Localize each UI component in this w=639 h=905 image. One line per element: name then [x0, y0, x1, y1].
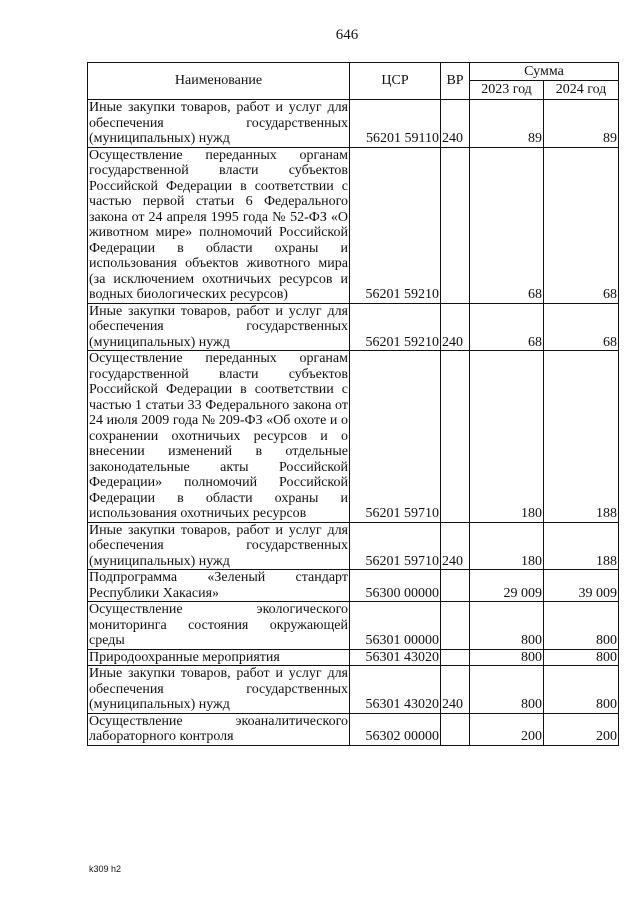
row-vr: 240 [441, 666, 470, 714]
header-vr: ВР [441, 63, 470, 100]
row-vr [441, 713, 470, 745]
row-sum-2024: 800 [544, 602, 619, 650]
row-sum-2023: 68 [470, 303, 544, 351]
row-sum-2023: 29 009 [470, 570, 544, 602]
row-vr [441, 351, 470, 523]
row-vr: 240 [441, 303, 470, 351]
row-sum-2023: 800 [470, 666, 544, 714]
row-sum-2024: 89 [544, 100, 619, 148]
row-name: Осуществление переданных органам государственной власти субъектов Российской Федерации в соответствии с частью 1 статьи 33 Федерального закона от 24 июля 2009 года № 209-ФЗ «Об охоте и о сохранении охотничьих ресурсов и о внесении изменений в отдельные законодательные акты Российской Федерации» полномочий Российской Федерации в области охраны и использования охотничьих ресурсов [89, 351, 348, 521]
row-csr: 56301 00000 [350, 602, 441, 650]
row-sum-2024: 188 [544, 522, 619, 570]
header-year-2023: 2023 год [470, 81, 544, 100]
row-sum-2023: 89 [470, 100, 544, 148]
row-vr [441, 147, 470, 303]
row-sum-2023: 800 [470, 649, 544, 666]
table-row [88, 522, 619, 570]
row-vr: 240 [441, 522, 470, 570]
row-sum-2024: 68 [544, 303, 619, 351]
row-sum-2023: 180 [470, 522, 544, 570]
row-name: Иные закупки товаров, работ и услуг для обеспечения государственных (муниципальных) нужд [89, 100, 348, 146]
row-sum-2023: 68 [470, 147, 544, 303]
row-sum-2023: 200 [470, 713, 544, 745]
table-row [88, 303, 619, 351]
row-sum-2024: 68 [544, 147, 619, 303]
table-header [88, 63, 619, 100]
table-row [88, 713, 619, 745]
row-name: Подпрограмма «Зеленый стандарт Республики Хакасия» [89, 570, 348, 601]
row-csr: 56201 59710 [350, 522, 441, 570]
row-vr [441, 649, 470, 666]
table-row [88, 666, 619, 714]
row-csr: 56201 59110 [350, 100, 441, 148]
row-csr: 56201 59210 [350, 303, 441, 351]
row-name: Осуществление переданных органам государственной власти субъектов Российской Федерации в соответствии с частью первой статьи 6 Федерального закона от 24 апреля 1995 года № 52-ФЗ «О животном мире» полномочий Российской Федерации в области охраны и использования объектов животного мира (за исключением охотничьих ресурсов и водных биологических ресурсов) [89, 147, 348, 302]
table-row [88, 100, 619, 148]
row-csr: 56301 43020 [350, 666, 441, 714]
row-csr: 56201 59710 [350, 351, 441, 523]
row-sum-2023: 800 [470, 602, 544, 650]
table-row [88, 649, 619, 666]
header-year-2024: 2024 год [544, 81, 619, 100]
row-vr [441, 602, 470, 650]
row-vr: 240 [441, 100, 470, 148]
row-sum-2024: 800 [544, 666, 619, 714]
row-csr: 56301 43020 [350, 649, 441, 666]
header-csr: ЦСР [350, 63, 441, 100]
row-vr [441, 570, 470, 602]
row-name: Осуществление экоаналитического лабораторного контроля [89, 713, 348, 744]
row-name: Осуществление экологического мониторинга состояния окружающей среды [89, 602, 348, 648]
budget-table [87, 62, 619, 746]
header-sum: Сумма [470, 63, 619, 81]
row-name: Природоохранные мероприятия [88, 649, 350, 666]
header-name: Наименование [88, 63, 350, 100]
row-name: Иные закупки товаров, работ и услуг для обеспечения государственных (муниципальных) нужд [89, 303, 348, 350]
table-body [88, 100, 619, 746]
row-csr: 56302 00000 [350, 713, 441, 745]
page-number: 646 [335, 27, 359, 43]
row-csr: 56300 00000 [350, 570, 441, 602]
row-sum-2024: 39 009 [544, 570, 619, 602]
table-row [88, 602, 619, 650]
footer-code: k309 h2 [89, 864, 122, 874]
row-sum-2024: 188 [544, 351, 619, 523]
table-row [88, 570, 619, 602]
table-row [88, 147, 619, 303]
row-sum-2023: 180 [470, 351, 544, 523]
row-sum-2024: 200 [544, 713, 619, 745]
row-csr: 56201 59210 [350, 147, 441, 303]
row-name: Иные закупки товаров, работ и услуг для обеспечения государственных (муниципальных) нужд [89, 666, 348, 712]
table-row [88, 351, 619, 523]
row-name: Иные закупки товаров, работ и услуг для обеспечения государственных (муниципальных) нужд [89, 522, 348, 569]
row-sum-2024: 800 [544, 649, 619, 666]
